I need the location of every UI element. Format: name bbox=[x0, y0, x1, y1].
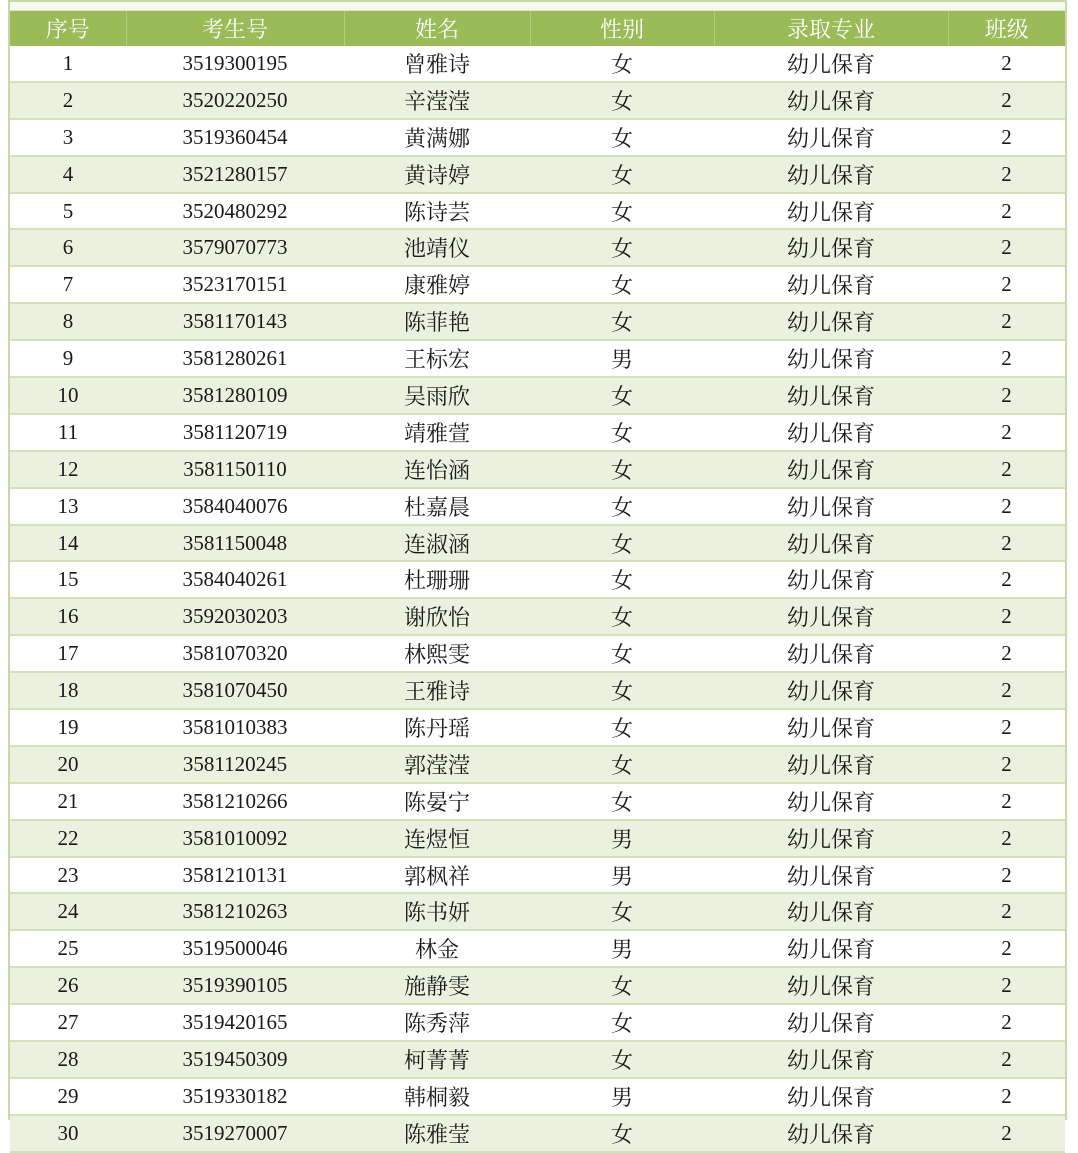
cell-candidate-number: 3519270007 bbox=[126, 1115, 344, 1152]
cell-candidate-number: 3584040076 bbox=[126, 488, 344, 525]
cell-name: 陈丹瑶 bbox=[344, 709, 530, 746]
cell-name: 连煜恒 bbox=[344, 820, 530, 857]
cell-gender: 女 bbox=[530, 193, 714, 230]
table-row bbox=[10, 488, 1065, 525]
cell-candidate-number: 3520480292 bbox=[126, 193, 344, 230]
table-row bbox=[10, 525, 1065, 562]
cell-class: 2 bbox=[948, 857, 1065, 894]
cell-gender: 女 bbox=[530, 561, 714, 598]
cell-serial-number: 28 bbox=[10, 1041, 126, 1078]
header-row bbox=[10, 11, 1065, 46]
cell-major: 幼儿保育 bbox=[714, 229, 948, 266]
cell-gender: 女 bbox=[530, 967, 714, 1004]
table-row bbox=[10, 930, 1065, 967]
cell-name: 陈秀萍 bbox=[344, 1004, 530, 1041]
cell-serial-number: 21 bbox=[10, 783, 126, 820]
cell-name: 池靖仪 bbox=[344, 229, 530, 266]
cell-serial-number: 22 bbox=[10, 820, 126, 857]
cell-name: 柯菁菁 bbox=[344, 1041, 530, 1078]
cell-gender: 女 bbox=[530, 525, 714, 562]
cell-major: 幼儿保育 bbox=[714, 82, 948, 119]
cell-gender: 男 bbox=[530, 1078, 714, 1115]
cell-name: 连怡涵 bbox=[344, 451, 530, 488]
cell-serial-number: 11 bbox=[10, 414, 126, 451]
cell-name: 陈晏宁 bbox=[344, 783, 530, 820]
cell-major: 幼儿保育 bbox=[714, 414, 948, 451]
cell-class: 2 bbox=[948, 746, 1065, 783]
cell-candidate-number: 3592030203 bbox=[126, 598, 344, 635]
table-row bbox=[10, 229, 1065, 266]
table-row bbox=[10, 119, 1065, 156]
cell-major: 幼儿保育 bbox=[714, 857, 948, 894]
table-body bbox=[10, 46, 1065, 1152]
cell-name: 王雅诗 bbox=[344, 672, 530, 709]
cell-name: 韩桐毅 bbox=[344, 1078, 530, 1115]
cell-gender: 女 bbox=[530, 229, 714, 266]
table-row bbox=[10, 1041, 1065, 1078]
cell-serial-number: 16 bbox=[10, 598, 126, 635]
table-row bbox=[10, 672, 1065, 709]
cell-gender: 女 bbox=[530, 156, 714, 193]
cell-candidate-number: 3581210131 bbox=[126, 857, 344, 894]
cell-serial-number: 2 bbox=[10, 82, 126, 119]
cell-class: 2 bbox=[948, 1078, 1065, 1115]
cell-class: 2 bbox=[948, 930, 1065, 967]
cell-serial-number: 12 bbox=[10, 451, 126, 488]
cell-serial-number: 29 bbox=[10, 1078, 126, 1115]
cell-gender: 女 bbox=[530, 303, 714, 340]
cell-name: 黄满娜 bbox=[344, 119, 530, 156]
table-row bbox=[10, 1115, 1065, 1152]
admission-roster-table bbox=[10, 11, 1065, 1153]
cell-candidate-number: 3520220250 bbox=[126, 82, 344, 119]
table-header bbox=[10, 11, 1065, 46]
cell-name: 林金 bbox=[344, 930, 530, 967]
cell-class: 2 bbox=[948, 46, 1065, 82]
cell-major: 幼儿保育 bbox=[714, 1041, 948, 1078]
cell-name: 吴雨欣 bbox=[344, 377, 530, 414]
cell-class: 2 bbox=[948, 193, 1065, 230]
cell-serial-number: 14 bbox=[10, 525, 126, 562]
cell-name: 郭滢滢 bbox=[344, 746, 530, 783]
cell-candidate-number: 3519420165 bbox=[126, 1004, 344, 1041]
cell-candidate-number: 3581150110 bbox=[126, 451, 344, 488]
cell-serial-number: 3 bbox=[10, 119, 126, 156]
cell-major: 幼儿保育 bbox=[714, 709, 948, 746]
cell-major: 幼儿保育 bbox=[714, 1004, 948, 1041]
cell-name: 陈菲艳 bbox=[344, 303, 530, 340]
cell-class: 2 bbox=[948, 893, 1065, 930]
cell-serial-number: 4 bbox=[10, 156, 126, 193]
cell-candidate-number: 3581010383 bbox=[126, 709, 344, 746]
table-row bbox=[10, 377, 1065, 414]
cell-class: 2 bbox=[948, 967, 1065, 1004]
table-row bbox=[10, 857, 1065, 894]
cell-gender: 女 bbox=[530, 598, 714, 635]
cell-class: 2 bbox=[948, 229, 1065, 266]
cell-gender: 女 bbox=[530, 451, 714, 488]
cell-name: 王标宏 bbox=[344, 340, 530, 377]
cell-class: 2 bbox=[948, 377, 1065, 414]
cell-candidate-number: 3581070320 bbox=[126, 635, 344, 672]
cell-candidate-number: 3581120245 bbox=[126, 746, 344, 783]
cell-class: 2 bbox=[948, 1041, 1065, 1078]
cell-gender: 女 bbox=[530, 119, 714, 156]
cell-candidate-number: 3519450309 bbox=[126, 1041, 344, 1078]
header-gender: 性别 bbox=[530, 11, 714, 46]
cell-class: 2 bbox=[948, 266, 1065, 303]
cell-name: 郭枫祥 bbox=[344, 857, 530, 894]
cell-candidate-number: 3581280109 bbox=[126, 377, 344, 414]
cell-serial-number: 25 bbox=[10, 930, 126, 967]
header-class: 班级 bbox=[948, 11, 1065, 46]
header-candidate-number: 考生号 bbox=[126, 11, 344, 46]
cell-class: 2 bbox=[948, 561, 1065, 598]
cell-serial-number: 23 bbox=[10, 857, 126, 894]
cell-serial-number: 9 bbox=[10, 340, 126, 377]
cell-gender: 男 bbox=[530, 340, 714, 377]
cell-major: 幼儿保育 bbox=[714, 598, 948, 635]
cell-gender: 女 bbox=[530, 709, 714, 746]
cell-candidate-number: 3581210266 bbox=[126, 783, 344, 820]
cell-serial-number: 20 bbox=[10, 746, 126, 783]
cell-major: 幼儿保育 bbox=[714, 451, 948, 488]
cell-major: 幼儿保育 bbox=[714, 340, 948, 377]
cell-candidate-number: 3519500046 bbox=[126, 930, 344, 967]
cell-candidate-number: 3523170151 bbox=[126, 266, 344, 303]
cell-class: 2 bbox=[948, 709, 1065, 746]
cell-name: 黄诗婷 bbox=[344, 156, 530, 193]
cell-serial-number: 27 bbox=[10, 1004, 126, 1041]
cell-serial-number: 17 bbox=[10, 635, 126, 672]
cell-class: 2 bbox=[948, 156, 1065, 193]
cell-class: 2 bbox=[948, 525, 1065, 562]
cell-gender: 女 bbox=[530, 893, 714, 930]
cell-gender: 女 bbox=[530, 46, 714, 82]
cell-candidate-number: 3581010092 bbox=[126, 820, 344, 857]
table-row bbox=[10, 340, 1065, 377]
cell-gender: 女 bbox=[530, 377, 714, 414]
cell-name: 陈雅莹 bbox=[344, 1115, 530, 1152]
cell-gender: 女 bbox=[530, 635, 714, 672]
cell-major: 幼儿保育 bbox=[714, 525, 948, 562]
cell-name: 曾雅诗 bbox=[344, 46, 530, 82]
cell-gender: 女 bbox=[530, 488, 714, 525]
cell-serial-number: 18 bbox=[10, 672, 126, 709]
table-row bbox=[10, 46, 1065, 82]
table-row bbox=[10, 561, 1065, 598]
cell-major: 幼儿保育 bbox=[714, 46, 948, 82]
cell-candidate-number: 3581280261 bbox=[126, 340, 344, 377]
cell-candidate-number: 3581210263 bbox=[126, 893, 344, 930]
table-row bbox=[10, 893, 1065, 930]
cell-major: 幼儿保育 bbox=[714, 783, 948, 820]
cell-serial-number: 5 bbox=[10, 193, 126, 230]
cell-major: 幼儿保育 bbox=[714, 930, 948, 967]
cell-serial-number: 8 bbox=[10, 303, 126, 340]
sheet-top-strip bbox=[10, 2, 1065, 11]
table-row bbox=[10, 1078, 1065, 1115]
cell-major: 幼儿保育 bbox=[714, 377, 948, 414]
cell-serial-number: 30 bbox=[10, 1115, 126, 1152]
cell-major: 幼儿保育 bbox=[714, 266, 948, 303]
cell-candidate-number: 3519390105 bbox=[126, 967, 344, 1004]
cell-gender: 女 bbox=[530, 1004, 714, 1041]
cell-name: 谢欣怡 bbox=[344, 598, 530, 635]
cell-major: 幼儿保育 bbox=[714, 820, 948, 857]
cell-major: 幼儿保育 bbox=[714, 156, 948, 193]
cell-major: 幼儿保育 bbox=[714, 635, 948, 672]
cell-gender: 女 bbox=[530, 414, 714, 451]
cell-class: 2 bbox=[948, 635, 1065, 672]
cell-gender: 男 bbox=[530, 930, 714, 967]
cell-name: 施静雯 bbox=[344, 967, 530, 1004]
cell-gender: 女 bbox=[530, 1041, 714, 1078]
cell-class: 2 bbox=[948, 820, 1065, 857]
cell-gender: 男 bbox=[530, 857, 714, 894]
table-row bbox=[10, 635, 1065, 672]
student-roster-sheet bbox=[8, 0, 1067, 1148]
cell-candidate-number: 3584040261 bbox=[126, 561, 344, 598]
table-row bbox=[10, 156, 1065, 193]
cell-major: 幼儿保育 bbox=[714, 746, 948, 783]
cell-class: 2 bbox=[948, 488, 1065, 525]
cell-major: 幼儿保育 bbox=[714, 119, 948, 156]
cell-name: 辛滢滢 bbox=[344, 82, 530, 119]
cell-class: 2 bbox=[948, 1004, 1065, 1041]
cell-serial-number: 13 bbox=[10, 488, 126, 525]
table-row bbox=[10, 709, 1065, 746]
table-row bbox=[10, 82, 1065, 119]
cell-candidate-number: 3581150048 bbox=[126, 525, 344, 562]
cell-gender: 女 bbox=[530, 266, 714, 303]
cell-serial-number: 10 bbox=[10, 377, 126, 414]
cell-serial-number: 15 bbox=[10, 561, 126, 598]
cell-gender: 女 bbox=[530, 783, 714, 820]
cell-class: 2 bbox=[948, 672, 1065, 709]
cell-candidate-number: 3581170143 bbox=[126, 303, 344, 340]
cell-name: 陈诗芸 bbox=[344, 193, 530, 230]
cell-candidate-number: 3519330182 bbox=[126, 1078, 344, 1115]
cell-name: 靖雅萱 bbox=[344, 414, 530, 451]
cell-class: 2 bbox=[948, 303, 1065, 340]
cell-serial-number: 19 bbox=[10, 709, 126, 746]
cell-candidate-number: 3519360454 bbox=[126, 119, 344, 156]
table-row bbox=[10, 783, 1065, 820]
header-serial-number: 序号 bbox=[10, 11, 126, 46]
cell-major: 幼儿保育 bbox=[714, 672, 948, 709]
cell-major: 幼儿保育 bbox=[714, 967, 948, 1004]
cell-class: 2 bbox=[948, 82, 1065, 119]
cell-class: 2 bbox=[948, 598, 1065, 635]
table-row bbox=[10, 303, 1065, 340]
cell-serial-number: 6 bbox=[10, 229, 126, 266]
cell-class: 2 bbox=[948, 414, 1065, 451]
cell-gender: 男 bbox=[530, 820, 714, 857]
cell-major: 幼儿保育 bbox=[714, 561, 948, 598]
cell-gender: 女 bbox=[530, 746, 714, 783]
table-row bbox=[10, 820, 1065, 857]
cell-class: 2 bbox=[948, 451, 1065, 488]
cell-gender: 女 bbox=[530, 1115, 714, 1152]
cell-name: 陈书妍 bbox=[344, 893, 530, 930]
cell-serial-number: 7 bbox=[10, 266, 126, 303]
header-major: 录取专业 bbox=[714, 11, 948, 46]
cell-candidate-number: 3521280157 bbox=[126, 156, 344, 193]
table-row bbox=[10, 1004, 1065, 1041]
cell-major: 幼儿保育 bbox=[714, 893, 948, 930]
cell-gender: 女 bbox=[530, 82, 714, 119]
table-row bbox=[10, 451, 1065, 488]
table-row bbox=[10, 746, 1065, 783]
cell-candidate-number: 3581120719 bbox=[126, 414, 344, 451]
table-row bbox=[10, 598, 1065, 635]
cell-name: 杜嘉晨 bbox=[344, 488, 530, 525]
cell-major: 幼儿保育 bbox=[714, 193, 948, 230]
cell-major: 幼儿保育 bbox=[714, 488, 948, 525]
cell-major: 幼儿保育 bbox=[714, 1078, 948, 1115]
table-row bbox=[10, 266, 1065, 303]
cell-name: 杜珊珊 bbox=[344, 561, 530, 598]
cell-serial-number: 1 bbox=[10, 46, 126, 82]
header-name: 姓名 bbox=[344, 11, 530, 46]
cell-name: 连淑涵 bbox=[344, 525, 530, 562]
cell-candidate-number: 3579070773 bbox=[126, 229, 344, 266]
cell-class: 2 bbox=[948, 119, 1065, 156]
table-row bbox=[10, 414, 1065, 451]
cell-candidate-number: 3581070450 bbox=[126, 672, 344, 709]
cell-class: 2 bbox=[948, 340, 1065, 377]
cell-class: 2 bbox=[948, 1115, 1065, 1152]
table-row bbox=[10, 193, 1065, 230]
table-row bbox=[10, 967, 1065, 1004]
cell-serial-number: 24 bbox=[10, 893, 126, 930]
cell-name: 林熙雯 bbox=[344, 635, 530, 672]
cell-serial-number: 26 bbox=[10, 967, 126, 1004]
cell-candidate-number: 3519300195 bbox=[126, 46, 344, 82]
cell-major: 幼儿保育 bbox=[714, 303, 948, 340]
cell-major: 幼儿保育 bbox=[714, 1115, 948, 1152]
cell-gender: 女 bbox=[530, 672, 714, 709]
cell-name: 康雅婷 bbox=[344, 266, 530, 303]
cell-class: 2 bbox=[948, 783, 1065, 820]
